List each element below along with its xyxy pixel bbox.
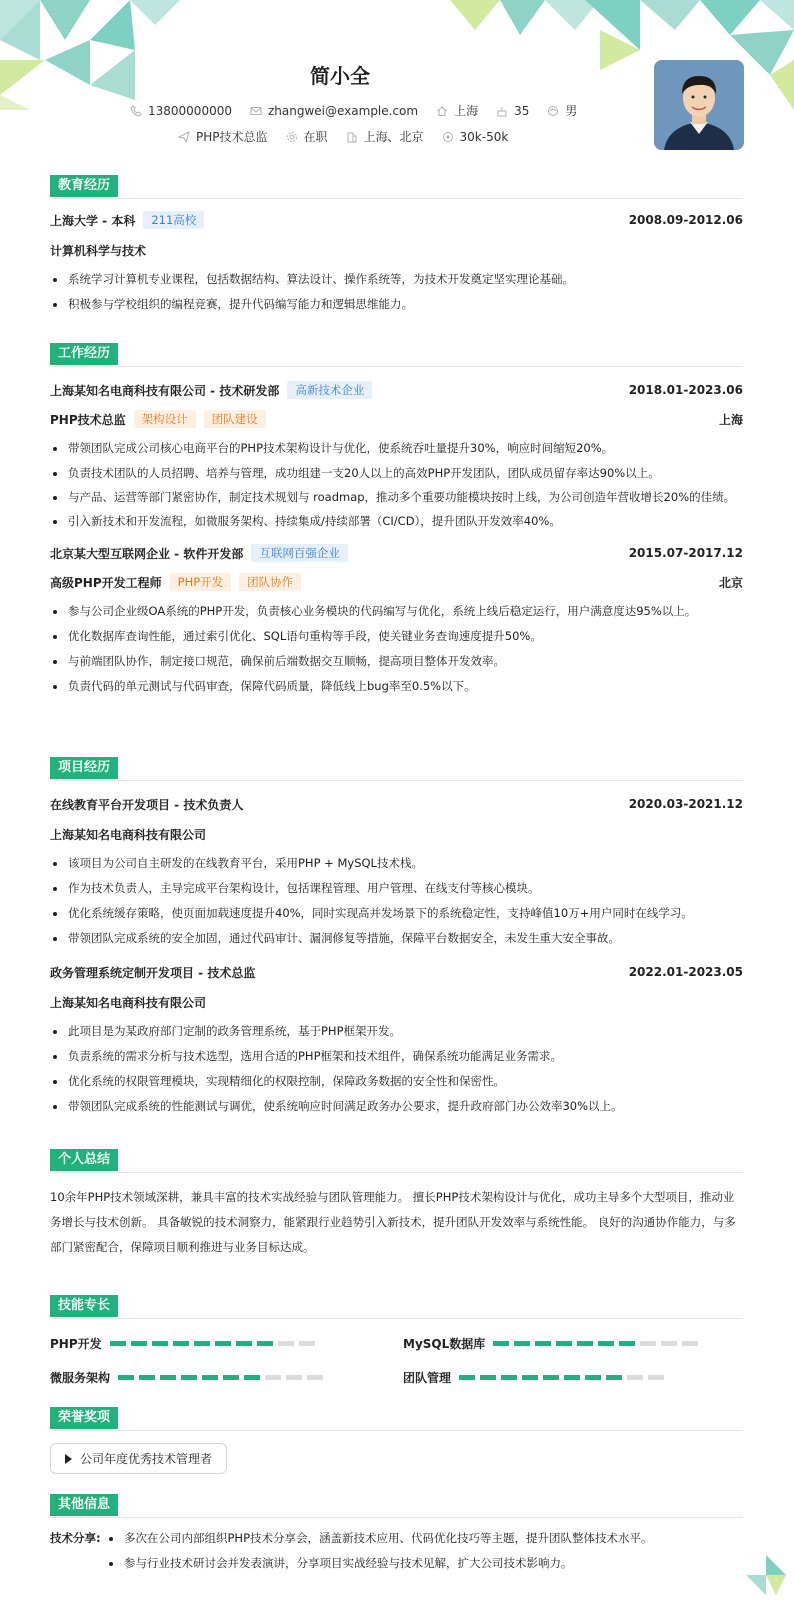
skills-section: [50, 1295, 743, 1389]
list-item: 优化系统缓存策略，使页面加载速度提升40%，同时实现高并发场景下的系统稳定性，支持峰值10万+用户同时在线学习。: [50, 901, 743, 926]
other-label: 技术分享:: [50, 1531, 101, 1545]
project-company: 上海某知名电商科技有限公司: [50, 827, 207, 842]
skill-level-segment: [459, 1375, 475, 1380]
position-info: [178, 128, 268, 145]
skill-level-segment: [682, 1341, 698, 1346]
skill-level-segment: [522, 1375, 538, 1380]
skill-level-segment: [556, 1341, 572, 1346]
skill-level-segment: [152, 1341, 168, 1346]
skill-item: [50, 1369, 323, 1386]
list-item: 引入新技术和开发流程，如微服务架构、持续集成/持续部署（CI/CD），提升团队开发效率40%。: [50, 509, 743, 534]
list-item: 负责技术团队的人员招聘、培养与管理，成功组建一支20人以上的高效PHP开发团队，团队成员留存率达90%以上。: [50, 461, 743, 486]
list-item: 作为技术负责人，主导完成平台架构设计，包括课程管理、用户管理、在线支付等核心模块。: [50, 876, 743, 901]
project-bullets: [50, 1019, 743, 1119]
section-title: 教育经历: [50, 175, 743, 199]
skill-level-segment: [160, 1375, 176, 1380]
job-role-row: [50, 408, 743, 430]
job-location: 上海: [718, 412, 743, 427]
contact-row: [130, 102, 577, 119]
gender-text: 男: [565, 104, 578, 118]
skill-level-segment: [661, 1341, 677, 1346]
phone-info: [130, 104, 232, 118]
job-role-row: [50, 571, 743, 593]
list-item: 负责系统的需求分析与技术选型，选用合适的PHP框架和技术组件，确保系统功能满足业务需求。: [50, 1044, 743, 1069]
skill-level-segment: [535, 1341, 551, 1346]
salary-info: [442, 130, 509, 144]
skill-level: [493, 1341, 698, 1346]
job-period: 2018.01-2023.06: [628, 383, 743, 397]
skill-level-segment: [236, 1341, 252, 1346]
skill-tag: 团队建设: [204, 410, 266, 428]
skill-level-segment: [223, 1375, 239, 1380]
mail-icon: [250, 105, 262, 117]
section-title: 其他信息: [50, 1494, 743, 1518]
project-name: 政务管理系统定制开发项目 - 技术总监: [50, 965, 256, 980]
section-title: 工作经历: [50, 343, 743, 367]
email-info: [250, 104, 418, 118]
skill-level-segment: [118, 1375, 134, 1380]
skill-tag: PHP开发: [170, 573, 232, 591]
company-name: 上海某知名电商科技有限公司 - 技术研发部: [50, 383, 280, 398]
skill-level-segment: [202, 1375, 218, 1380]
education-bullets: [50, 267, 743, 317]
skill-level-segment: [627, 1375, 643, 1380]
work-section: [50, 343, 743, 699]
gender-info: [547, 102, 577, 119]
school-name: 上海大学 - 本科: [50, 213, 136, 228]
skill-level-segment: [619, 1341, 635, 1346]
skill-level-segment: [543, 1375, 559, 1380]
skill-level-segment: [110, 1341, 126, 1346]
list-item: 多次在公司内部组织PHP技术分享会，涵盖新技术应用、代码优化技巧等主题，提升团队整体技术水平。: [106, 1526, 653, 1551]
salary-text: 30k-50k: [459, 129, 509, 144]
profile-photo: [654, 60, 744, 150]
job-period: 2015.07-2017.12: [628, 546, 743, 560]
expand-arrow-icon: [65, 1454, 72, 1464]
project-period: 2022.01-2023.05: [628, 965, 743, 979]
skill-level-segment: [606, 1375, 622, 1380]
send-icon: [178, 131, 190, 143]
coin-icon: [442, 131, 454, 143]
expected-city-info: [346, 128, 424, 145]
summary-section: [50, 1149, 743, 1260]
skill-level-segment: [480, 1375, 496, 1380]
city-info: [436, 102, 478, 119]
skill-level-segment: [514, 1341, 530, 1346]
company-tag: 互联网百强企业: [251, 544, 348, 562]
skill-level-segment: [181, 1375, 197, 1380]
education-major: 计算机科学与技术: [50, 243, 147, 258]
list-item: 优化数据库查询性能，通过索引优化、SQL语句重构等手段，使关键业务查询速度提升50%。: [50, 624, 743, 649]
phone-text: 13800000000: [148, 103, 232, 118]
expected-city-text: 上海、北京: [363, 130, 424, 144]
skill-tag: 团队协作: [239, 573, 301, 591]
skill-level-segment: [278, 1341, 294, 1346]
job-location: 北京: [718, 575, 743, 590]
footer-decoration: [746, 1555, 786, 1595]
skill-level-segment: [501, 1375, 517, 1380]
company-tag: 高新技术企业: [287, 381, 372, 399]
award-item[interactable]: [50, 1443, 227, 1474]
skill-level-segment: [585, 1375, 601, 1380]
list-item: 带领团队完成公司核心电商平台的PHP技术架构设计与优化，使系统吞吐量提升30%，响应时间缩短20%。: [50, 436, 743, 461]
project-company: 上海某知名电商科技有限公司: [50, 995, 207, 1010]
section-title: 技能专长: [50, 1295, 743, 1319]
age-text: 35: [514, 103, 530, 118]
skill-level-segment: [307, 1375, 323, 1380]
status-text: 在职: [303, 130, 328, 144]
skill-level: [110, 1341, 315, 1346]
skill-level-segment: [265, 1375, 281, 1380]
list-item: 该项目为公司自主研发的在线教育平台，采用PHP + MySQL技术栈。: [50, 851, 743, 876]
skill-level-segment: [286, 1375, 302, 1380]
school-tag: 211高校: [143, 211, 204, 229]
list-item: 积极参与学校组织的编程竞赛，提升代码编写能力和逻辑思维能力。: [50, 292, 743, 317]
list-item: 带领团队完成系统的安全加固，通过代码审计、漏洞修复等措施，保障平台数据安全，未发生重大安全事故。: [50, 926, 743, 951]
skill-tag: 架构设计: [134, 410, 196, 428]
list-item: 参与公司企业级OA系统的PHP开发，负责核心业务模块的代码编写与优化，系统上线后稳定运行，用户满意度达95%以上。: [50, 599, 743, 624]
awards-section: [50, 1407, 743, 1474]
list-item: 与产品、运营等部门紧密协作，制定技术规划与 roadmap，推动多个重要功能模块按时上线，为公司创造年营收增长20%的佳绩。: [50, 486, 743, 509]
candidate-name: 简小全: [310, 64, 370, 88]
job-header: [50, 379, 743, 401]
skill-item: [50, 1335, 315, 1352]
age-info: [496, 104, 529, 118]
gender-icon: [547, 105, 559, 117]
email-text: zhangwei@example.com: [267, 103, 419, 118]
skill-level-segment: [564, 1375, 580, 1380]
home-icon: [436, 105, 448, 117]
education-section: [50, 175, 743, 317]
skill-name: 微服务架构: [50, 1371, 111, 1385]
job-intent-row: [178, 128, 508, 145]
job-bullets: [50, 599, 743, 699]
building-icon: [346, 131, 358, 143]
skill-name: MySQL数据库: [403, 1337, 486, 1351]
skill-level-segment: [598, 1341, 614, 1346]
skill-name: PHP开发: [50, 1337, 102, 1351]
skill-level-segment: [257, 1341, 273, 1346]
list-item: 参与行业技术研讨会并发表演讲，分享项目实战经验与技术见解，扩大公司技术影响力。: [106, 1551, 653, 1576]
project-bullets: [50, 851, 743, 951]
job-role: PHP技术总监: [50, 412, 126, 427]
skill-level: [459, 1375, 664, 1380]
skill-level-segment: [299, 1341, 315, 1346]
settings-icon: [286, 131, 298, 143]
skill-item: [403, 1369, 664, 1386]
other-info: [50, 1526, 743, 1576]
project-header: [50, 961, 743, 983]
list-item: 负责代码的单元测试与代码审查，保障代码质量，降低线上bug率至0.5%以下。: [50, 674, 743, 699]
list-item: 优化系统的权限管理模块，实现精细化的权限控制，保障政务数据的安全性和保密性。: [50, 1069, 743, 1094]
section-title: 个人总结: [50, 1149, 743, 1173]
project-period: 2020.03-2021.12: [628, 797, 743, 811]
skill-level-segment: [139, 1375, 155, 1380]
city-text: 上海: [454, 104, 479, 118]
education-period: 2008.09-2012.06: [628, 213, 743, 227]
skill-level-segment: [648, 1375, 664, 1380]
job-header: [50, 542, 743, 564]
other-bullets: [106, 1526, 653, 1576]
section-title: 荣誉奖项: [50, 1407, 743, 1431]
job-bullets: [50, 436, 743, 534]
education-header: [50, 209, 743, 231]
skill-name: 团队管理: [403, 1371, 452, 1385]
skills-list: [50, 1319, 743, 1389]
skill-level-segment: [577, 1341, 593, 1346]
list-item: 与前端团队协作，制定接口规范，确保前后端数据交互顺畅，提高项目整体开发效率。: [50, 649, 743, 674]
job-role: 高级PHP开发工程师: [50, 575, 162, 590]
summary-text: 10余年PHP技术领域深耕，兼具丰富的技术实战经验与团队管理能力。 擅长PHP技术架构设计与优化，成功主导多个大型项目，推动业务增长与技术创新。 具备敏锐的技术洞察力，能紧跟行业趋势引入新技术，提升团队开发效率与系统性能。 良好的沟通协作能力，与多部门紧密配合，保障项目顺利推进与业务目标达成。: [50, 1190, 736, 1254]
list-item: 此项目是为某政府部门定制的政务管理系统，基于PHP框架开发。: [50, 1019, 743, 1044]
skill-level-segment: [131, 1341, 147, 1346]
skill-level-segment: [493, 1341, 509, 1346]
phone-icon: [130, 105, 142, 117]
skill-item: [403, 1335, 698, 1352]
projects-section: [50, 757, 743, 1119]
cake-icon: [496, 105, 508, 117]
skill-level: [118, 1375, 323, 1380]
project-header: [50, 793, 743, 815]
list-item: 带领团队完成系统的性能测试与调优，使系统响应时间满足政务办公要求，提升政府部门办公效率30%以上。: [50, 1094, 743, 1119]
skill-level-segment: [194, 1341, 210, 1346]
skill-level-segment: [640, 1341, 656, 1346]
skill-level-segment: [173, 1341, 189, 1346]
project-name: 在线教育平台开发项目 - 技术负责人: [50, 797, 244, 812]
skill-level-segment: [215, 1341, 231, 1346]
company-name: 北京某大型互联网企业 - 软件开发部: [50, 546, 244, 561]
award-label: 公司年度优秀技术管理者: [80, 1452, 213, 1466]
status-info: [286, 128, 328, 145]
section-title: 项目经历: [50, 757, 743, 781]
list-item: 系统学习计算机专业课程，包括数据结构、算法设计、操作系统等，为技术开发奠定坚实理论基础。: [50, 267, 743, 292]
position-text: PHP技术总监: [196, 130, 268, 144]
other-section: [50, 1494, 743, 1576]
skill-level-segment: [244, 1375, 260, 1380]
